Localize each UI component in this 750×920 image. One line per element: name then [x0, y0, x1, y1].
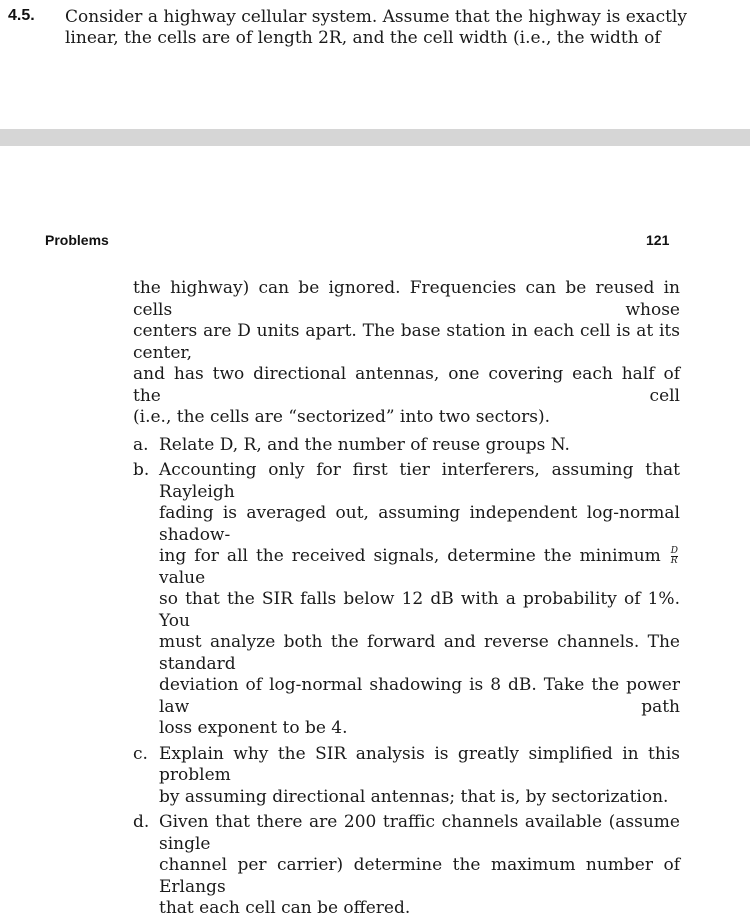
item-line: must analyze both the forward and reverse channels. The standard [159, 632, 680, 674]
intro-line: the highway) can be ignored. Frequencies can be reused in cells whose [133, 278, 680, 320]
item-label: a. [133, 434, 149, 455]
fraction-denominator: R [670, 556, 678, 566]
page-divider [0, 129, 750, 146]
item-line: Accounting only for first tier interferers, assuming that Rayleigh [159, 460, 680, 502]
item-label: c. [133, 743, 148, 764]
item-line-with-fraction [159, 546, 680, 589]
intro-line: centers are D units apart. The base station in each cell is at its center, [133, 321, 680, 363]
problem-number: 4.5. [8, 7, 35, 24]
d-over-r-fraction [671, 547, 678, 566]
page-number: 121 [646, 232, 670, 248]
item-line: so that the SIR falls below 12 dB with a probability of 1%. You [159, 589, 680, 631]
item-line: loss exponent to be 4. [159, 718, 348, 738]
item-line: channel per carrier) determine the maximum number of Erlangs [159, 855, 680, 897]
item-line: fading is averaged out, assuming independent log-normal shadow- [159, 503, 680, 545]
item-label: b. [133, 460, 150, 480]
item-a [133, 435, 680, 457]
item-line-text: ing for all the received signals, determine the minimum [159, 546, 661, 566]
intro-line: and has two directional antennas, one covering each half of the cell [133, 364, 680, 406]
item-line: that each cell can be offered. [159, 898, 411, 918]
problem-line: Consider a highway cellular system. Assume that the highway is exactly [65, 7, 687, 27]
problem-line: linear, the cells are of length 2R, and the cell width (i.e., the width of [65, 28, 661, 48]
item-d [133, 812, 680, 920]
item-b [133, 460, 680, 740]
item-line-text: value [159, 567, 206, 588]
item-line: Relate D, R, and the number of reuse groups N. [159, 434, 570, 455]
running-header-section: Problems [45, 232, 109, 248]
page-body [133, 278, 680, 920]
item-line: Given that there are 200 traffic channels available (assume single [159, 812, 680, 854]
item-line: deviation of log-normal shadowing is 8 dB. Take the power law path [159, 675, 680, 717]
fraction-numerator: D [670, 546, 679, 556]
item-line: Explain why the SIR analysis is greatly simplified in this problem [159, 743, 680, 785]
item-label: d. [133, 812, 150, 832]
intro-line: (i.e., the cells are “sectorized” into two sectors). [133, 407, 551, 427]
problem-statement [65, 7, 687, 49]
item-line: by assuming directional antennas; that is, by sectorization. [159, 786, 669, 807]
item-c [133, 744, 680, 809]
intro-paragraph [133, 278, 680, 429]
